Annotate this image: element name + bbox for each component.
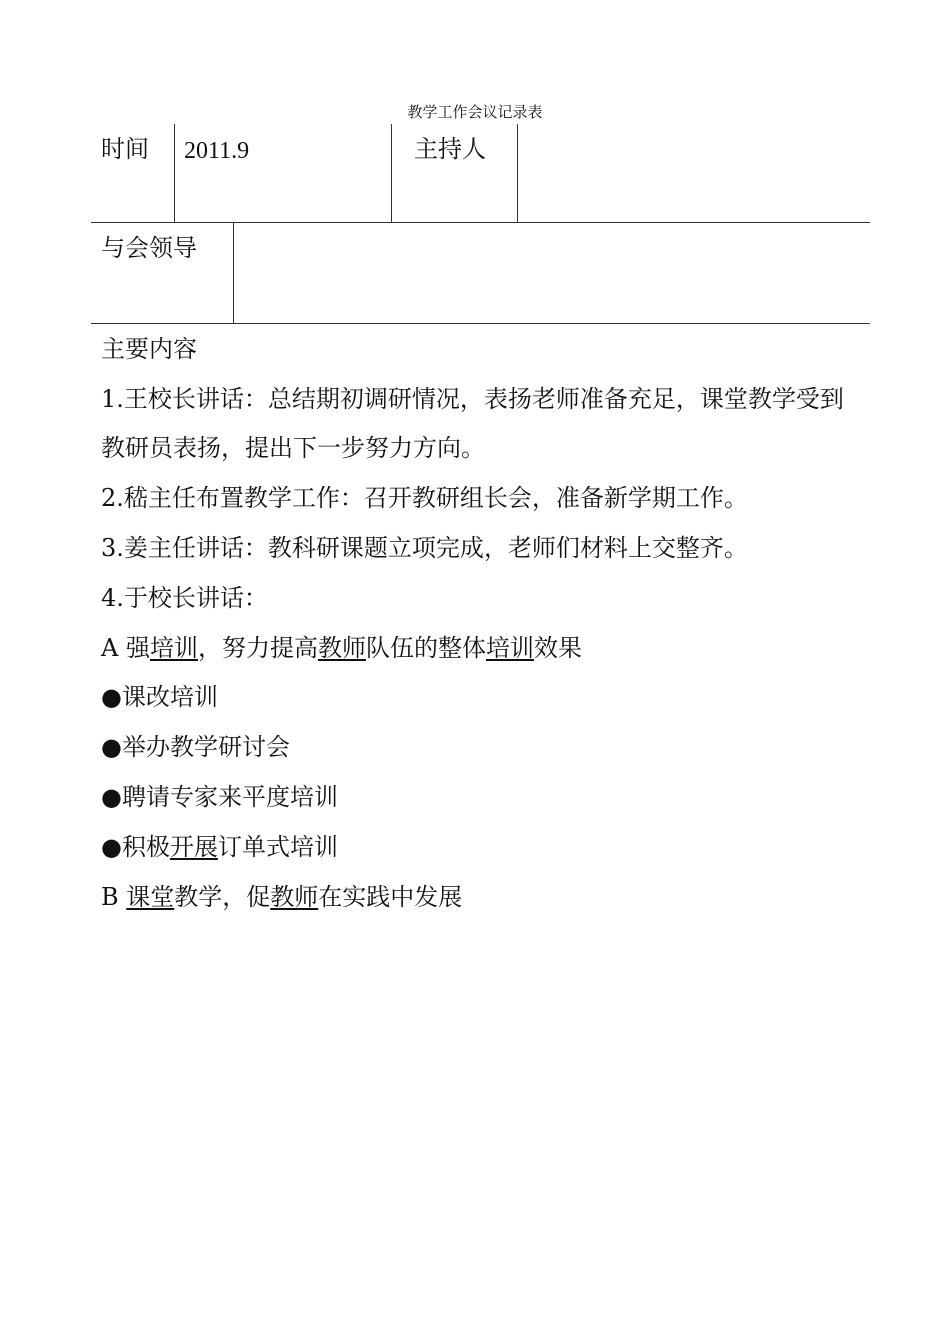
point-b (101, 882, 462, 912)
leaders-label: 与会领导 (101, 234, 197, 262)
underlined-text: 培训 (149, 634, 198, 662)
table-divider (91, 323, 870, 324)
underlined-text: 课堂 (126, 883, 175, 911)
list-item: 教研员表扬，提出下一步努力方向。 (101, 434, 485, 462)
bullet-item: ●课改培训 (101, 683, 218, 711)
text-run: ●积极 (101, 833, 170, 861)
text-run: 效果 (533, 634, 582, 662)
text-run: A 强 (101, 634, 150, 662)
section-label: 主要内容 (101, 335, 197, 363)
list-item: 3.姜主任讲话：教科研课题立项完成，老师们材料上交整齐。 (101, 534, 748, 562)
bullet-item: ●举办教学研讨会 (101, 733, 290, 761)
bullet-item (101, 832, 338, 862)
table-divider (233, 223, 234, 323)
text-run: 订单式培训 (217, 833, 338, 861)
text-run: ，努力提高 (197, 634, 318, 662)
point-a (101, 633, 582, 663)
table-divider (91, 222, 870, 223)
text-run: 队伍的整体 (365, 634, 486, 662)
text-run: 教学，促 (174, 883, 271, 911)
list-item: 1.王校长讲话：总结期初调研情况，表扬老师准备充足，课堂教学受到 (101, 385, 844, 413)
underlined-text: 教师 (317, 634, 366, 662)
underlined-text: 培训 (485, 634, 534, 662)
text-run: B (101, 883, 127, 911)
list-item: 2.嵇主任布置教学工作：召开教研组长会，准备新学期工作。 (101, 484, 748, 512)
table-divider (391, 124, 392, 223)
text-run: 在实践中发展 (318, 883, 463, 911)
time-label: 时间 (101, 135, 149, 163)
time-value: 2011.9 (184, 138, 250, 164)
underlined-text: 开展 (169, 833, 218, 861)
bullet-item: ●聘请专家来平度培训 (101, 783, 338, 811)
list-item: 4.于校长讲话： (101, 584, 268, 612)
host-label: 主持人 (414, 135, 486, 163)
table-divider (174, 124, 175, 223)
document-title: 教学工作会议记录表 (407, 103, 543, 121)
underlined-text: 教师 (270, 883, 319, 911)
table-divider (517, 124, 518, 223)
